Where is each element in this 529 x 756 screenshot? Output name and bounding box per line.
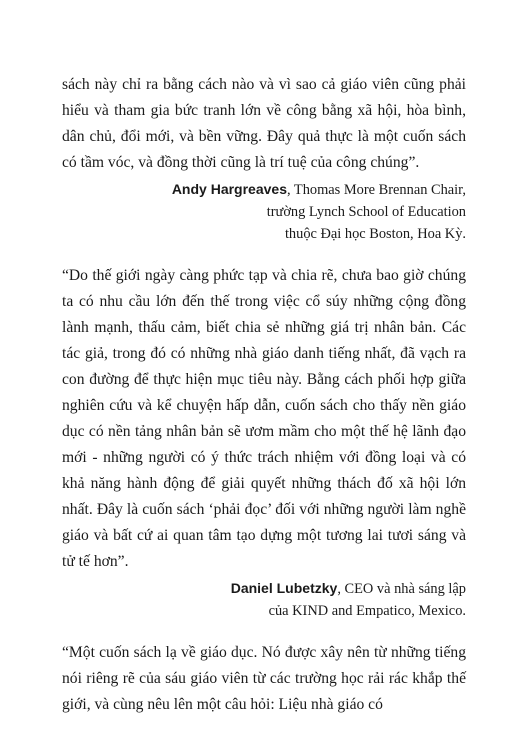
- quote-3-text: “Một cuốn sách lạ về giáo dục. Nó được xây nên từ những tiếng nói riêng rẽ của sáu giáo viên từ các trường học rải rác khắp thế giới, và cùng nêu lên một câu hỏi: Liệu nhà giáo có: [62, 644, 466, 713]
- quote-2-role-line-1: , CEO và nhà sáng lập: [337, 581, 466, 597]
- quote-2-role-line-2: của KIND and Empatico, Mexico.: [268, 603, 466, 619]
- quote-1-text: sách này chỉ ra bằng cách nào và vì sao cả giáo viên cũng phải hiểu và tham gia bức tranh lớn về công bằng xã hội, hòa bình, dân chủ, đổi mới, và bền vững. Đây quả thực là một cuốn sách có tầm vóc, và đồng thời cũng là trí tuệ của công chúng”.: [62, 76, 466, 171]
- quote-1-role-line-3: thuộc Đại học Boston, Hoa Kỳ.: [284, 226, 466, 242]
- quote-1-attribution: [62, 178, 466, 245]
- quote-2-attribution: [62, 577, 466, 622]
- quote-2-text: “Do thế giới ngày càng phức tạp và chia rẽ, chưa bao giờ chúng ta có nhu cầu lớn đến thế trong việc cổ súy những cộng đồng lành mạnh, thấu cảm, biết chia sẻ những giá trị nhân bản. Các tác giả, trong đó có những nhà giáo danh tiếng nhất, đã vạch ra con đường để thực hiện mục tiêu này. Bằng cách phối hợp giữa nghiên cứu và kể chuyện hấp dẫn, cuốn sách cho thấy nền giáo dục có nền tảng nhân bản sẽ ươm mầm cho một thế hệ lãnh đạo mới - những người có ý thức trách nhiệm với đồng loại và có khả năng hành động để giải quyết những thách đố xã hội lớn nhất. Đây là cuốn sách ‘phải đọc’ đối với những người làm nghề giáo và bất cứ ai quan tâm tạo dựng một tương lai tươi sáng và tử tế hơn”.: [62, 267, 466, 570]
- quote-1-author: Andy Hargreaves: [171, 181, 287, 197]
- quote-2-author: Daniel Lubetzky: [230, 580, 338, 596]
- quote-1-role-line-2: trường Lynch School of Education: [266, 204, 466, 220]
- quote-1-role-line-1: , Thomas More Brennan Chair,: [286, 182, 466, 198]
- book-page: [62, 72, 466, 718]
